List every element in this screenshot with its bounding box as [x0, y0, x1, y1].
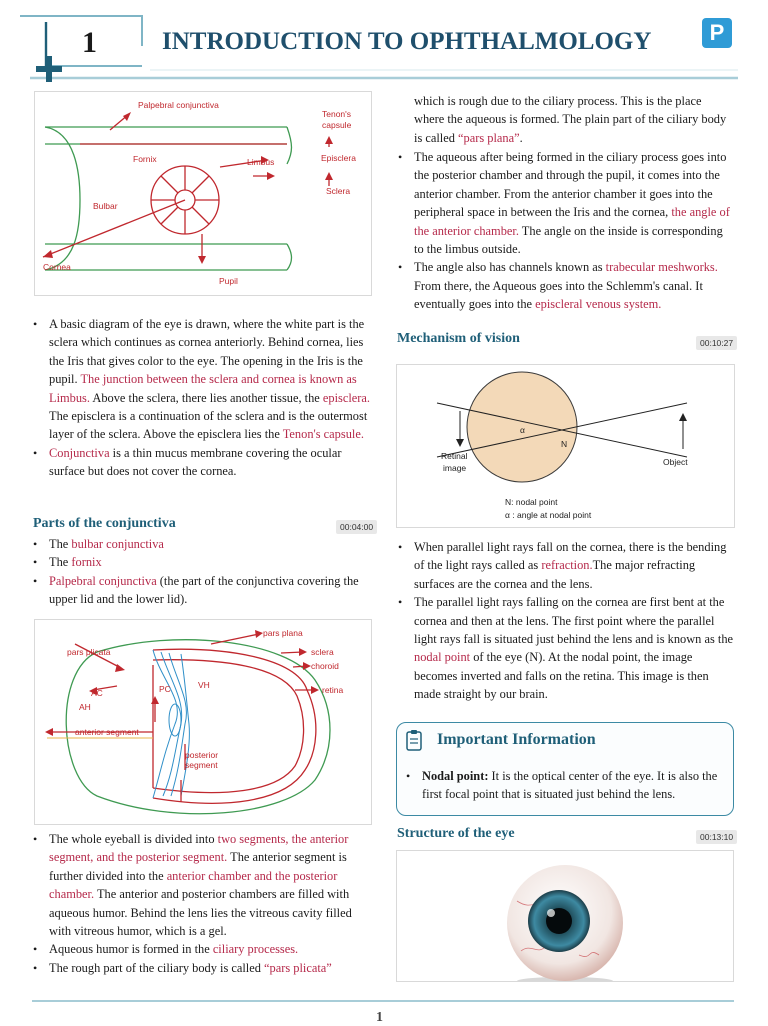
label-ac: AC	[91, 688, 103, 698]
label-vh: VH	[198, 680, 210, 690]
info-list	[405, 767, 723, 804]
logo-letter: P	[709, 20, 725, 45]
left-intro-list	[32, 315, 372, 481]
list-item: • A basic diagram of the eye is drawn, where the white part is the sclera which continues as cornea anteriorly. Behind cornea, lies the Iris that gives color to the eye. The opening in the Iris is the pupil. The junction between the sclera and cornea is known as Limbus. Above the sclera, there lies another tissue, the episclera. The episclera is a continuation of the sclera and is the outermost layer of the sclera. Above the episclera lies the Tenon's capsule.	[32, 315, 372, 444]
label-pc: PC	[159, 684, 171, 694]
list-item: • Aqueous humor is formed in the ciliary processes.	[32, 940, 372, 958]
timestamp-badge[interactable]: 00:04:00	[336, 520, 377, 534]
label-capsule: capsule	[322, 120, 352, 130]
info-title: Important Information	[437, 731, 596, 748]
list-item: • The fornix	[32, 553, 372, 571]
right-intro-text	[414, 92, 734, 147]
chapter-number: 1	[82, 26, 97, 59]
list-item: • Palpebral conjunctiva (the part of the conjunctiva covering the upper lid and the lower lid).	[32, 572, 372, 609]
page-header	[0, 0, 768, 84]
vision-list	[397, 538, 734, 704]
section-title-parts: Parts of the conjunctiva	[33, 516, 176, 531]
list-item: • The aqueous after being formed in the ciliary process goes into the posterior chamber and through the pupil, it comes into the anterior chamber. From the anterior chamber it goes into the peripheral space in between the Iris and the cornea, the angle of the anterior chamber. The angle on the inside is corresponding to the limbus outside.	[397, 148, 734, 258]
eyeball-segments-diagram	[34, 619, 372, 825]
label-n: N	[561, 439, 568, 449]
label-tenons: Tenon's	[322, 109, 352, 119]
label-limbus: Limbus	[247, 157, 275, 167]
legend-angle: α : angle at nodal point	[505, 510, 592, 520]
list-item: • The whole eyeball is divided into two segments, the anterior segment, and the posterior segment. The anterior segment is further divided into the anterior chamber and the posterior chamber. The anterior and posterior chambers are filled with aqueous humor. Behind the lens lies the vitreous cavity filled with vitreous humor, which is a gel.	[32, 830, 372, 940]
label-bulbar: Bulbar	[93, 201, 118, 211]
legend-nodal: N: nodal point	[505, 497, 558, 507]
timestamp-badge[interactable]: 00:10:27	[696, 336, 737, 350]
label-sclera: Sclera	[326, 186, 351, 196]
page-title: INTRODUCTION TO OPHTHALMOLOGY	[162, 28, 652, 55]
list-item: • The bulbar conjunctiva	[32, 535, 372, 553]
label-pars-plicata: pars plicata	[67, 647, 111, 657]
list-item: • Nodal point: It is the optical center of the eye. It is also the first focal point that is situated just behind the lens.	[405, 767, 723, 804]
label-cornea: Cornea	[43, 262, 71, 272]
label-object: Object	[663, 457, 688, 467]
list-item: • The parallel light rays falling on the cornea are first bent at the cornea and then at the lens. The first point where the parallel light rays fall is situated just behind the lens and is known as the nodal point of the eye (N). At the nodal point, the image becomes inverted and falls on the retina. This image is then made straight by our brain.	[397, 593, 734, 703]
conjunctiva-diagram	[34, 91, 372, 296]
label-alpha: α	[520, 425, 525, 435]
section-title-mechanism: Mechanism of vision	[397, 331, 520, 346]
label-anterior-segment: anterior segment	[75, 727, 139, 737]
eye-image	[396, 850, 734, 982]
segments-list	[32, 830, 372, 977]
timestamp-badge[interactable]: 00:13:10	[696, 830, 737, 844]
label-segment: segment	[185, 760, 218, 770]
publisher-logo-icon	[702, 18, 732, 48]
parts-list	[32, 535, 372, 609]
nodal-point-svg	[397, 365, 734, 527]
list-item: • The angle also has channels known as trabecular meshworks. From there, the Aqueous goes into the Schlemm's canal. It eventually goes into the episcleral venous system.	[397, 258, 734, 313]
eyeball-illustration	[397, 851, 733, 981]
label-image: image	[443, 463, 467, 473]
clipboard-icon	[405, 729, 423, 751]
nodal-point-diagram	[396, 364, 735, 528]
label-pupil: Pupil	[219, 276, 238, 286]
label-retinal: Retinal	[441, 451, 468, 461]
aqueous-list	[397, 148, 734, 314]
label-palpebral: Palpebral conjunctiva	[138, 100, 219, 110]
label-fornix: Fornix	[133, 154, 157, 164]
list-item: • The rough part of the ciliary body is called “pars plicata”	[32, 959, 372, 977]
label-episclera: Episclera	[321, 153, 356, 163]
list-item: • When parallel light rays fall on the cornea, there is the bending of the light rays called as refraction.The major refracting surfaces are the cornea and the lens.	[397, 538, 734, 593]
list-item: • Conjunctiva is a thin mucus membrane covering the ocular surface but does not cover the cornea.	[32, 444, 372, 481]
label-ah: AH	[79, 702, 91, 712]
label-retina: retina	[322, 685, 344, 695]
label-sclera-2: sclera	[311, 647, 334, 657]
page-number: 1	[376, 1010, 383, 1025]
continued-paragraph: which is rough due to the ciliary process. This is the place where the aqueous is formed. The plain part of the ciliary body is called “pars plana”.	[414, 94, 727, 145]
important-info-box	[396, 722, 734, 816]
conjunctiva-diagram-svg	[35, 92, 371, 295]
footer-rule	[32, 1000, 734, 1002]
eyeball-segments-svg	[35, 620, 371, 824]
plus-icon	[36, 56, 62, 82]
label-pars-plana: pars plana	[263, 628, 303, 638]
section-title-structure: Structure of the eye	[397, 826, 515, 841]
label-posterior: posterior	[185, 750, 219, 760]
label-choroid: choroid	[311, 661, 339, 671]
